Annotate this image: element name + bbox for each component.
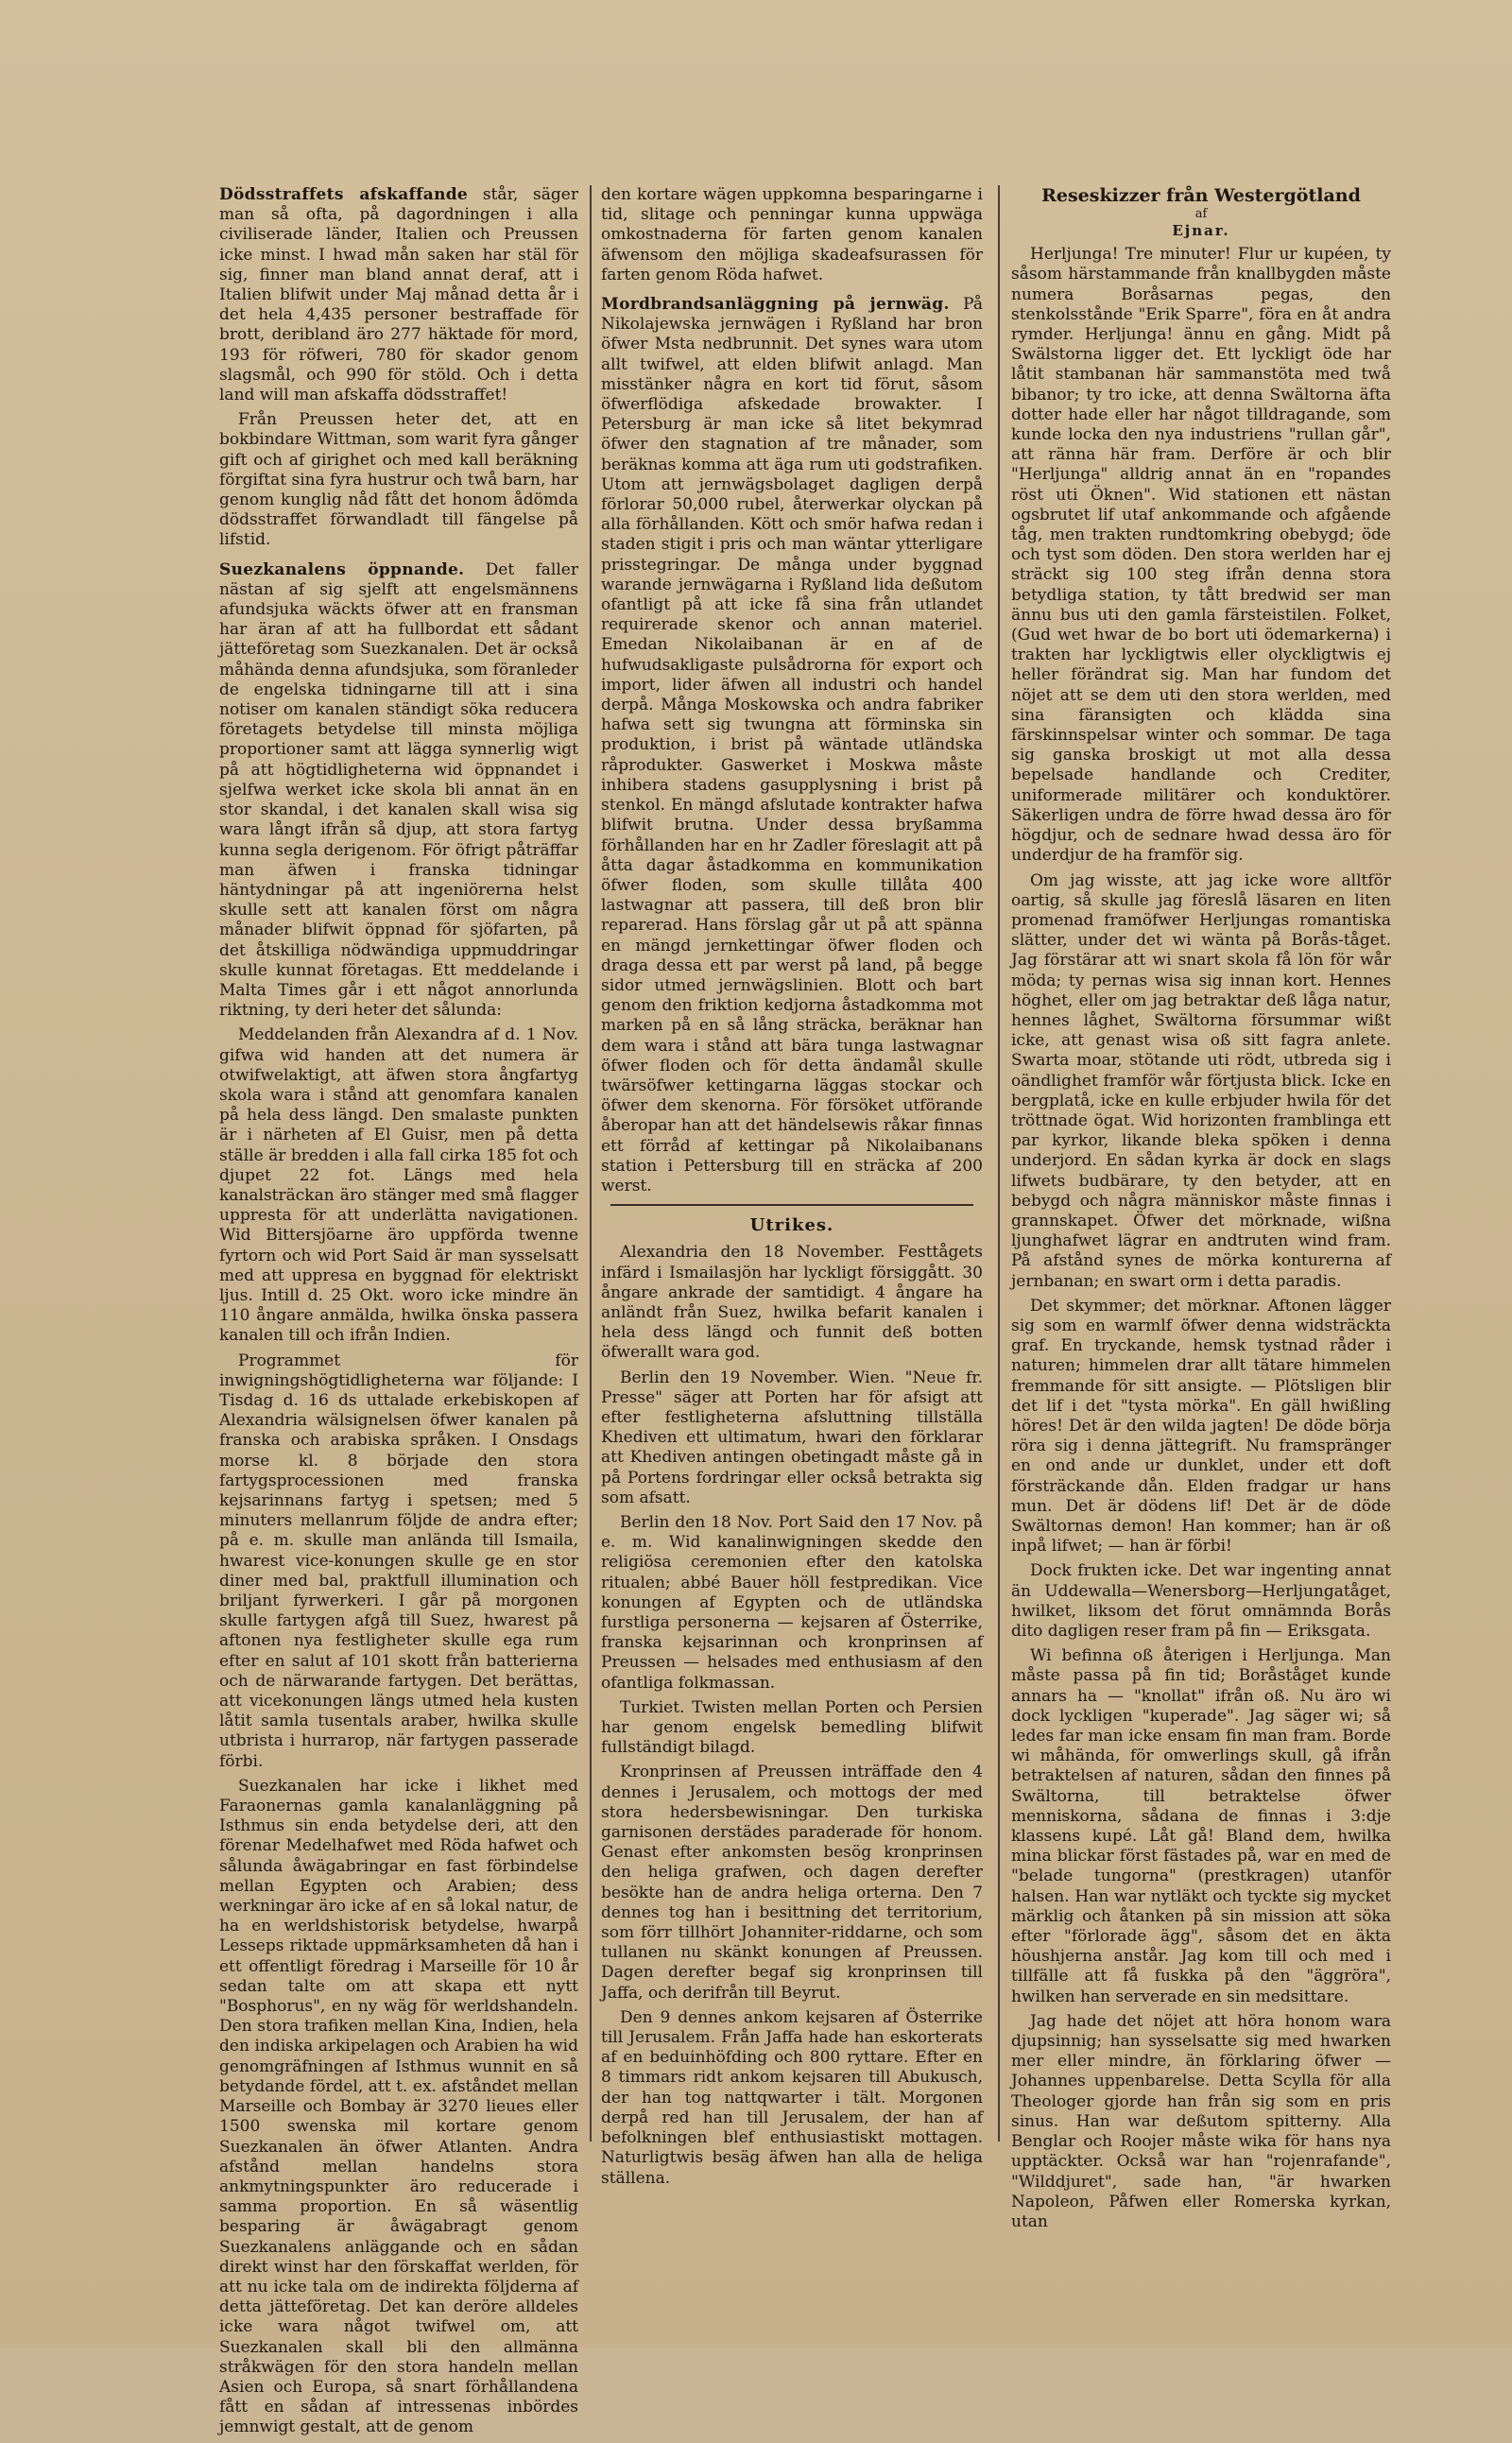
article-paragraph: Från Preussen heter det, att en bokbindare Wittman, som warit fyra gånger gift och af girighet och med kall beräkning förgiftat sina fyra hustrur och twå barn, har genom kunglig nåd fått det honom ådömda dödsstraffet förwandladt till fängelse på lifstid. — [219, 410, 578, 550]
article-suez — [219, 560, 578, 1022]
article-paragraph: Meddelanden från Alexandra af d. 1 Nov. gifwa wid handen att det numera är otwifwelaktigt, att äfwen stora ångfartyg skola wara i stånd att genomfara kanalen på hela dess längd. Den smalaste punkten är i närheten af El Guisr, men på detta ställe är bredden i alla fall cirka 185 fot och djupet 22 fot. Längs med hela kanalsträckan äro stänger med små flagger uppresta för att underlätta navigationen. Wid Bittersjöarne äro uppförda twenne fyrtorn och wid Port Said är man sysselsatt med att uppresa en byggnad för elektriskt ljus. Intill d. 25 Okt. woro icke mindre än 110 ångare anmälda, hwilka önska passera kanalen till och ifrån Indien. — [219, 1025, 578, 1346]
article-paragraph: Programmet för inwigningshögtidligheterna war följande: I Tisdag d. 16 ds uttalade erkebiskopen af Alexandria wälsignelsen öfwer kanalen på franska och arabiska språken. I Onsdags morse kl. 8 började den stora fartygsprocessionen med franska kejsarinnans fartyg i spetsen; med 5 minuters mellanrum följde de andra efter; på e. m. skulle man anlända till Ismaila, hwarest vice-konungen skulle ge en stor diner med bal, praktfull illumination och briljant fyrwerkeri. I går på morgonen skulle fartygen afgå till Suez, hwarest på aftonen nya festligheter skulle ega rum efter en salut af 101 skott från batterierna och de närwarande fartygen. Det berättas, att vicekonungen längs utmed hela kusten låtit samla tusentals araber, hwilka skulle utbrista i hurrarop, när fartygen passerade förbi. — [219, 1351, 578, 1771]
column-2 — [601, 185, 983, 2194]
section-title: Utrikes. — [749, 1215, 834, 1236]
article-paragraph: Suezkanalen har icke i likhet med Faraonernas gamla kanalanläggning på Isthmus sin enda betydelse deri, att den förenar Medelhafwet med Röda hafwet och sålunda åwägabringar en fast förbindelse mellan Egypten och Arabien; dess werkningar äro icke af en så lokal natur, de ha en werldshistorisk betydelse, hwarpå Lesseps riktade uppmärksamheten då han i ett offentligt föredrag i Marseille för 10 år sedan talte om att skapa ett nytt "Bosphorus", en ny wäg för werldshandeln. Den stora trafiken mellan Kina, Indien, hela den indiska arkipelagen och Arabien ha wid genomgräfningen af Isthmus wunnit en så betydande fördel, att t. ex. afståndet mellan Marseille och Bombay är 3270 lieues eller 1500 swenska mil kortare genom Suezkanalen än öfwer Atlanten. Andra afstånd mellan handelns stora ankmytningspunkter äro reducerade i samma proportion. En så wäsentlig besparing är åwägabragt genom Suezkanalens anläggande och en sådan direkt winst har den förskaffat werlden, för att nu icke tala om de indirekta följderna af detta jätteföretag. Det kan deröre alldeles icke wara något twifwel om, att Suezkanalen skall bli den allmänna stråkwägen för den stora handeln mellan Asien och Europa, så snart förhållandena fått en sådan af intressenas inbördes jemnwigt gestalt, att de genom — [219, 1776, 578, 2437]
article-text: Det faller nästan af sig sjelft att engelsmännens afundsjuka wäckts öfwer att en fransman har äran af att ha fullbordat ett sådant jätteföretag som Suezkanalen. Det är också måhända denna afundsjuka, som föranleder de engelska tidningarne till att i sina notiser om kanalen ständigt söka reducera företagets betydelse till minsta möjliga proportioner samt att lägga synnerlig wigt på att högtidligheterna wid öppnandet i sjelfwa werket icke skola bli annat än en stor skandal, i det kanalen skall wisa sig wara långt ifrån så djup, att stora fartyg kunna segla derigenom. För öfrigt påträffar man äfwen i franska tidningar häntydningar på att ingeniörerna helst skulle sett att kanalen först om några månader blifwit öppnad för sjöfarten, på det åtskilliga nödwändiga uppmuddringar skulle kunnat företagas. Ett meddelande i Malta Times går i ett något annorlunda riktning, ty deri heter det sålunda: — [219, 559, 578, 1021]
article-heading: Suezkanalens öppnande. — [219, 559, 465, 579]
section-divider — [610, 1204, 973, 1206]
column-divider — [590, 185, 592, 2142]
column-divider — [998, 185, 1000, 2142]
news-item: Turkiet. Twisten mellan Porten och Persien har genom engelsk bemedling blifwit fullständigt bilagd. — [601, 1697, 983, 1758]
article-paragraph: den kortare wägen uppkomna besparingarne i tid, slitage och penningar kunna uppwäga omkostnaderna för farten genom kanalen äfwensom den möjliga skadeafsurassen för farten genom Röda hafwet. — [601, 185, 983, 284]
feature-paragraph: Dock frukten icke. Det war ingenting annat än Uddewalla—Wenersborg—Herljungatåget, hwilket, liksom det förut omnämnda Borås dito dagligen reser fram på fin — Eriksgata. — [1011, 1561, 1391, 1642]
feature-paragraph: Jag hade det nöjet att höra honom wara djupsinnig; han sysselsatte sig med hwarken mer eller mindre, än förklaring öfwer — Johannes uppenbarelse. Detta Scylla för alla Theologer gjorde han från sig som en pris sinus. Han war deßutom spitterny. Alla Benglar och Roojer måste wika för hans nya upptäckter. Också war han "rojenrafande", "Wilddjuret", sade han, "är hwarken Napoleon, Påfwen eller Romerska kyrkan, utan — [1011, 2011, 1391, 2231]
news-item: Berlin den 19 November. Wien. "Neue fr. Presse" säger att Porten har för afsigt att efter festligheterna afsluttning tillställa Khediven ett ultimatum, hwari den förklarar att Khediven antingen obetingadt måste gå in på Portens fordringar eller också betrakta sig som afsatt. — [601, 1368, 983, 1507]
column-1 — [219, 185, 578, 2443]
article-heading: Dödsstraffets afskaffande — [219, 185, 469, 204]
article-death-penalty — [219, 185, 578, 405]
news-item: Berlin den 18 Nov. Port Said den 17 Nov. på e. m. Wid kanalinwigningen skedde den religiösa ceremonien efter den katolska ritualen; abbé Bauer höll festpredikan. Vice konungen af Egypten och de utländska furstliga personerna — kejsaren af Österrike, franska kejsarinnan och kronprinsen af Preussen — helsades med enthusiasm af den ofantliga folkmassan. — [601, 1513, 983, 1693]
news-item: Alexandria den 18 November. Festtågets infärd i Ismailasjön har lyckligt försiggått. 30 ångare ankrade der samtidigt. 4 ångare ha anländt från Suez, hwilka befarit kanalen i hela dess längd och funnit deß botten öfwerallt wara god. — [601, 1243, 983, 1363]
feature-author: Ejnar. — [1172, 222, 1230, 239]
article-heading: Mordbrandsanläggning på jernwäg. — [601, 295, 950, 315]
news-item: Den 9 dennes ankom kejsaren af Österrike till Jerusalem. Från Jaffa hade han eskorterats af en beduinhöfding och 800 ryttare. Efter en 8 timmars ridt ankom kejsaren till Abukusch, der han tog nattqwarter i tält. Morgonen derpå red han till Jerusalem, der han af befolkningen blef enthusiastiskt mottagen. Naturligtwis besäg äfwen han alla de heliga ställena. — [601, 2007, 983, 2188]
column-3 — [1011, 185, 1391, 2237]
news-item: Kronprinsen af Preussen inträffade den 4 dennes i Jerusalem, och mottogs der med stora hedersbewisningar. Den turkiska garnisonen derstädes paraderade för honom. Genast efter ankomsten besög kronprinsen den heliga grafwen, och dagen derefter besökte han de andra heliga orterna. Den 7 dennes tog han i besittning det territorium, som förr tillhört Johanniter-riddarne, och som tullanen nu skänkt konungen af Preussen. Dagen derefter begaf sig kronprinsen till Jaffa, och derifrån till Beyrut. — [601, 1763, 983, 2003]
feature-paragraph: Herljunga! Tre minuter! Flur ur kupéen, ty såsom härstammande från knallbygden måste numera Boråsarnas pegas, den stenkolsstånde "Erik Sparre", föra en åt andra rymder. Herljunga! ännu en gång. Midt på Swälstorna ligger det. Ett lyckligt öde har låtit stambanan här sammanstöta med twå bibanor; ty tro icke, att denna Swältorna äfta dotter hade eller har något tilldragande, som kunde locka den nya industriens "rullan går", att ränna här fram. Derföre är och blir "Herljunga" alldrig annat än en "ropandes röst uti Öknen". Wid stationen ett nästan ogsbrutet lif utaf ankommande och afgående tåg, men trakten rundtomkring obebygd; öde och tyst som döden. Den stora werlden har ej sträckt sig 100 steg ifrån denna stora betydliga station, ty tått bredwid ser man ännu bus uti den gamla färsteistilen. Folket, (Gud wet hwar de bo bort uti ödemarkerna) i trakten har lyckligtwis eller olyckligtwis ej heller förändrat sig. Man har fundom det nöjet att se dem uti den stora werlden, med sina färansigten och klädda sina färskinnspelsar winter och sommar. De taga sig ganska broskigt ut mot alla dessa bepelsade handlande och Crediter, uniformerade militärer och konduktörer. Säkerligen undra de förre hwad dessa äro för högdjur, och de sednare hwad dessa äro för underdjur de ha framför sig. — [1011, 245, 1391, 866]
article-text: står, säger man så ofta, på dagordningen i alla civiliserade länder, Italien och Preussen icke minst. I hwad mån saken har stäl för sig, finner man bland annat deraf, att i Italien blifwit under Maj månad detta år i det hela 4,435 personer bestraffade för brott, deribland äro 277 häktade för mord, 193 för röfweri, 780 för skador genom slagsmål, och 990 för stöld. Och i detta land will man afskaffa dödsstraffet! — [219, 185, 578, 405]
article-arson — [601, 295, 983, 1196]
article-text: På Nikolajewska jernwägen i Ryßland har bron öfwer Msta nedbrunnit. Det synes wara utom allt twifwel, att elden blifwit anlagd. Man misstänker några en kort tid förut, såsom öfwerflödiga afskedade browakter. I Petersburg är man icke så litet bekymrad öfwer den stagnation af tre månader, som beräknas komma att äga rum uti godstrafiken. Utom att jernwägsbolaget dagligen derpå förlorar 50,000 rubel, återwerkar olyckan på alla förhållanden. Kött och smör hafwa redan i staden stigit i pris och man wäntar ytterligare prisstegringar. De många under byggnad warande jernwägarna i Ryßland lida deßutom ofantligt på att icke få sina från utlandet requirerade skenor och annan materiel. Emedan Nikolaibanan är en af de hufwudsakligaste pulsådrorna för export och import, lider äfwen all industri och handel derpå. Många Moskowska och andra fabriker hafwa sett sig twungna att förminska sin produktion, i brist på wäntade utländska råprodukter. Gaswerket i Moskwa måste inhibera stadens gasupplysning i brist på stenkol. En mängd afslutade kontrakter hafwa blifwit brutna. Under dessa bryßamma förhållanden har en hr Zadler föreslagit att på åtta dagar åstadkomma en kommunikation öfwer floden, som skulle tillåta 400 lastwagnar att passera, till deß bron blir reparerad. Hans förslag går ut på att spänna en mängd jernkettingar öfwer floden och draga dessa ett par werst på land, på begge sidor utmed jernwägslinien. Blott och bart genom den friktion kedjorna åstadkomma mot marken på en så lång sträcka, beräknar han dem wara i stånd att bära tunga lastwagnar öfwer floden och för detta ändamål skulle twärsöfwer kettingarna läggas stockar och öfwer dem skenorna. För försöket utförande åberopar han att det händelsewis råkar finnas ett förråd af kettingar på Nikolaibanans station i Pettersburg till en sträcka af 200 werst. — [601, 295, 983, 1196]
feature-title: Reseskizzer från Westergötland — [1041, 185, 1361, 206]
feature-paragraph: Wi befinna oß återigen i Herljunga. Man måste passa på fin tid; Boråståget kunde annars ha — "knollat" ifrån oß. Nu äro wi dock lyckligen "kuperade". Jag säger wi; så ledes far man icke ensam fin man fram. Borde wi måhända, för omwerlings skull, gå ifrån betraktelsen af naturen, sådan den finnes på Swältorna, till betraktelse öfwer menniskorna, sådana de finnas i 3:dje klassens kupé. Låt gå! Bland dem, hwilka mina blickar först fästades på, war en med de "belade tungorna" (prestkragen) utanför halsen. Han war nytläkt och tyckte sig mycket märklig och åtanken på sin mission att söka efter "förlorade ägg", såsom det en äkta höushjerna anstår. Jag kom till och med i tillfälle att få fuskka på den "äggröra", hwilken han serverade en sin medsittare. — [1011, 1646, 1391, 2006]
feature-byline: af — [1194, 207, 1208, 221]
feature-paragraph: Det skymmer; det mörknar. Aftonen lägger sig som en warmlf öfwer denna widsträckta graf. En tryckande, hemsk tystnad råder i naturen; himmelen drar allt tätare himmelen fremmande för sitt ansigte. — Plötsligen blir det lif i det "tysta mörka". En gäll hwißling höres! Det är den wilda jagten! De döde börja röra sig i denna jättegrift. Nu framspränger en ond ande ur dunklet, under ett doft försträckande dån. Elden fradgar ur hans mun. Det är dödens lif! Det är de döde Swältornas demon! Han kommer; han är oß inpå lifwet; — han är förbi! — [1011, 1296, 1391, 1557]
feature-paragraph: Om jag wisste, att jag icke wore alltför oartig, så skulle jag föreslå läsaren en liten promenad framöfwer Herljungas romantiska slätter, under det wi wänta på Borås-tåget. Jag förstärar att wi snart skola få lön för wår möda; ty pernas wisa sig innan kort. Hennes höghet, eller om jag betraktar deß låga natur, hennes låghet, Swältorna försummar wißt icke, att genast wisa oß sitt fagra anlete. Swarta moar, stötande uti rödt, utbreda sig i oändlighet framför wår förtjusta blick. Icke en bergplatå, icke en kulle erbjuder hwila för det tröttnade ögat. Wid horizonten framblinga ett par kyrkor, likande bleka spöken i denna underjord. En sådan kyrka är dock en slags lifwets budbärare, ty den betyder, att en bebygd och några människor måste finnas i grannskapet. Öfwer det mörknade, wißna ljunghafwet lägrar en andtruten wind fram. På afstånd synes de mörka konturerna af jernbanan; en swart orm i detta paradis. — [1011, 870, 1391, 1291]
